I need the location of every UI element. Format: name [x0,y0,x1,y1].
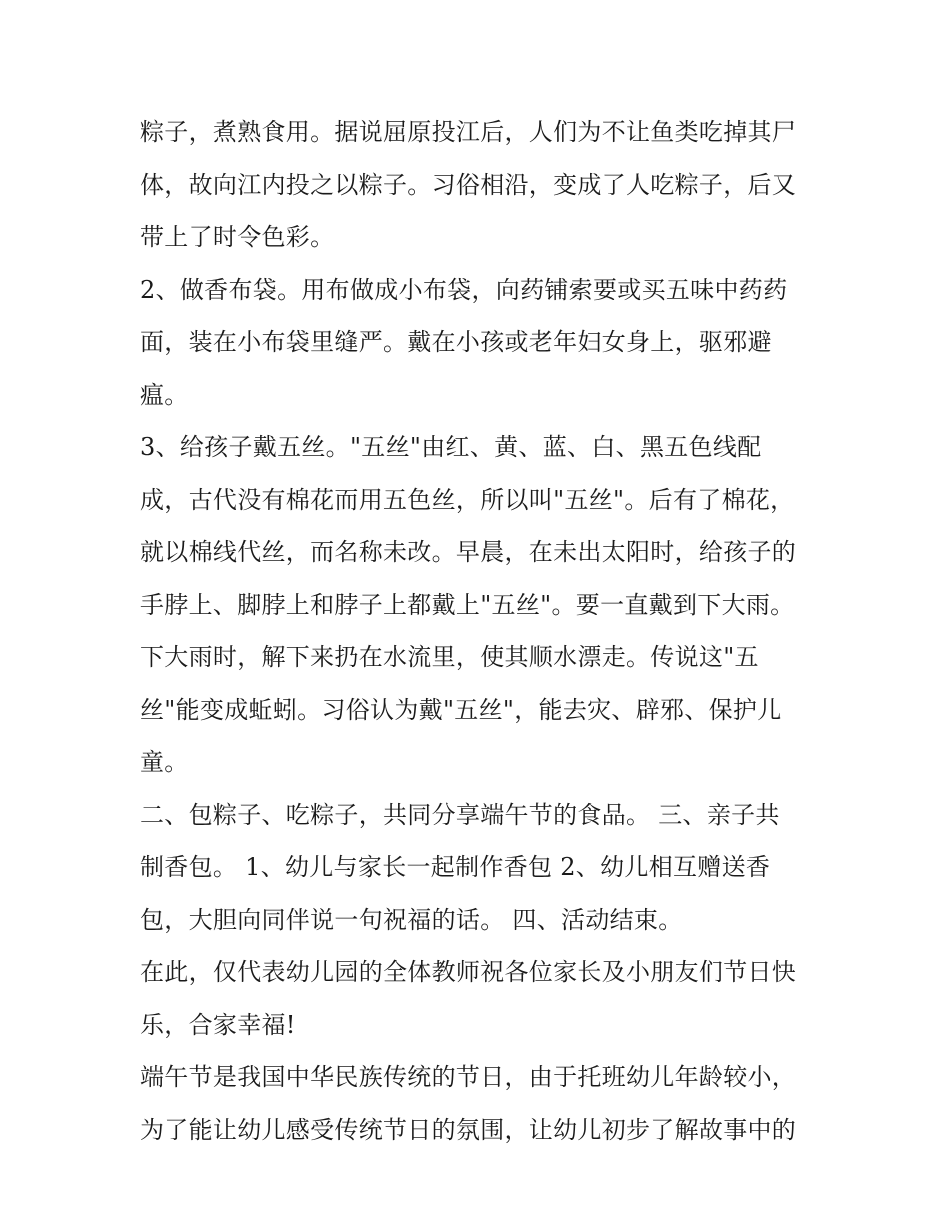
text-line: 制香包。 1、幼儿与家长一起制作香包 2、幼儿相互赠送香 [140,853,771,881]
text-line: 带上了时令色彩。 [140,223,335,251]
text-line: 为了能让幼儿感受传统节日的氛围，让幼儿初步了解故事中的 [140,1115,797,1144]
text-line: 端午节是我国中华民族传统的节日，由于托班幼儿年龄较小， [140,1063,797,1091]
text-line: 丝"能变成蚯蚓。习俗认为戴"五丝"，能去灾、辟邪、保护儿 [140,695,782,724]
text-line: 下大雨时，解下来扔在水流里，使其顺水漂走。传说这"五 [140,643,759,671]
text-line: 体，故向江内投之以粽子。习俗相沿，变成了人吃粽子，后又 [140,170,797,199]
text-line: 面，装在小布袋里缝严。戴在小孩或老年妇女身上，驱邪避 [140,328,772,356]
text-line: 在此，仅代表幼儿园的全体教师祝各位家长及小朋友们节日快 [140,958,797,986]
text-line: 包，大胆向同伴说一句祝福的话。 四、活动结束。 [140,905,683,934]
document-body [140,106,830,1156]
text-line: 童。 [140,748,189,776]
text-line: 3、给孩子戴五丝。"五丝"由红、黄、蓝、白、黑五色线配 [140,433,762,461]
text-line: 2、做香布袋。用布做成小布袋，向药铺索要或买五味中药药 [140,275,788,304]
text-line: 瘟。 [140,380,189,409]
text-line: 成，古代没有棉花而用五色丝，所以叫"五丝"。后有了棉花， [140,485,795,514]
text-line: 手脖上、脚脖上和脖子上都戴上"五丝"。要一直戴到下大雨。 [140,590,795,619]
text-line: 二、包粽子、吃粽子，共同分享端午节的食品。 三、亲子共 [140,800,780,829]
text-line: 粽子，煮熟食用。据说屈原投江后，人们为不让鱼类吃掉其尸 [140,118,797,146]
text-line: 就以棉线代丝，而名称未改。早晨，在未出太阳时，给孩子的 [140,538,797,566]
text-line: 乐，合家幸福! [140,1010,296,1039]
